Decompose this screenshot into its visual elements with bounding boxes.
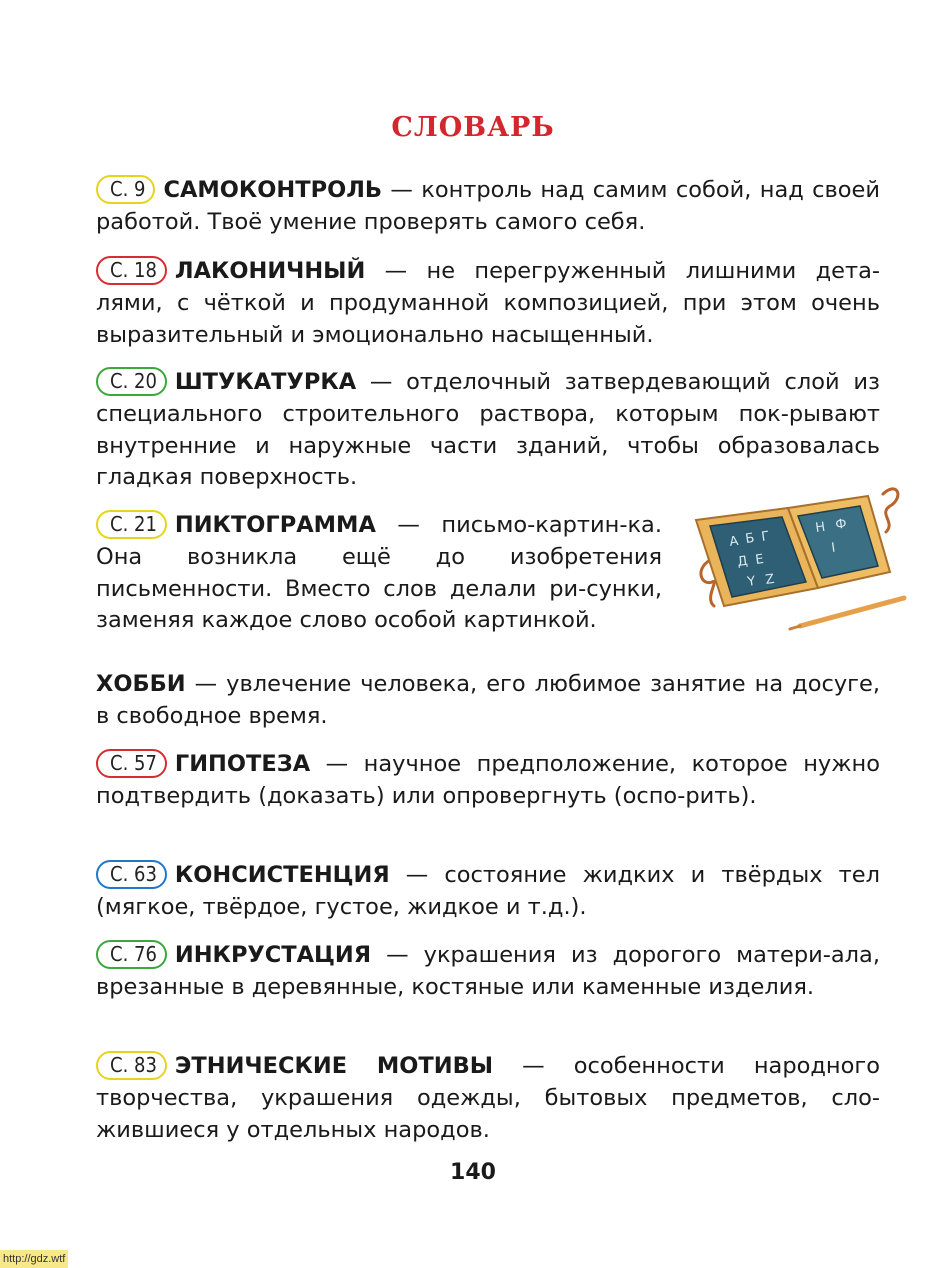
page-ref-badge: С. 18: [96, 256, 167, 285]
term: ПИКТОГРАММА: [174, 512, 376, 538]
slate-letter: Y: [746, 574, 757, 590]
slate-letter: Г: [760, 529, 771, 545]
slate-letter: Б: [744, 530, 756, 547]
page-ref-badge: С. 20: [96, 367, 167, 396]
definition: — не перегруженный лишними дета-лями, с чёткой и продуманной композицией, при этом очень выразительный и эмоционально насыщенный.: [96, 258, 880, 348]
term: ШТУКАТУРКА: [174, 369, 357, 395]
term: ГИПОТЕЗА: [174, 751, 311, 777]
slate-letter: Z: [764, 571, 776, 588]
definition: — состояние жидких и твёрдых тел (мягкое, твёрдое, густое, жидкое и т.д.).: [96, 862, 880, 920]
page-number: 140: [450, 1160, 496, 1185]
entry-etnicheskie-motivy: [96, 1051, 880, 1146]
term: ХОББИ: [96, 671, 186, 697]
entry-hobbi: [96, 669, 880, 733]
page-title: СЛОВАРЬ: [391, 112, 555, 143]
term: ЭТНИЧЕСКИЕ МОТИВЫ: [174, 1053, 494, 1079]
watermark-link[interactable]: http://gdz.wtf: [0, 1250, 68, 1268]
definition: — отделочный затвердевающий слой из специального строительного раствора, которым пок-рывают внутренние и наружные части зданий, чтобы образовалась гладкая поверхность.: [96, 369, 880, 491]
slate-letter: I: [830, 540, 837, 556]
definition: — особенности народного творчества, украшения одежды, бытовых предметов, сло-жившиеся у отдельных народов.: [96, 1053, 880, 1143]
page-ref-badge: С. 76: [96, 940, 167, 969]
term: ЛАКОНИЧНЫЙ: [174, 258, 366, 284]
entry-konsistenciya: [96, 860, 880, 924]
definition: — научное предположение, которое нужно подтвердить (доказать) или опровергнуть (оспо-рить).: [96, 751, 880, 809]
slate-letter: Е: [754, 551, 765, 568]
term: КОНСИСТЕНЦИЯ: [174, 862, 390, 888]
page-ref-badge: С. 57: [96, 749, 167, 778]
page-ref-badge: С. 63: [96, 860, 167, 889]
slate-letter: Д: [736, 553, 749, 570]
entry-piktogramma: [96, 510, 662, 637]
entry-gipoteza: [96, 749, 880, 813]
term: ИНКРУСТАЦИЯ: [174, 942, 372, 968]
page-ref-badge: С. 21: [96, 510, 167, 539]
entry-samokontrol: [96, 175, 880, 239]
entry-lakonichny: [96, 256, 880, 351]
term: САМОКОНТРОЛЬ: [163, 177, 383, 203]
page-ref-badge: С. 9: [96, 175, 155, 204]
definition: — украшения из дорогого матери-ала, врезанные в деревянные, костяные или каменные изделия.: [96, 942, 880, 1000]
definition: — увлечение человека, его любимое занятие на досуге, в свободное время.: [96, 671, 880, 729]
writing-slate-illustration: [690, 476, 920, 656]
page-ref-badge: С. 83: [96, 1051, 167, 1080]
definition: — контроль над самим собой, над своей работой. Твоё умение проверять самого себя.: [96, 177, 880, 235]
slate-letter: А: [728, 533, 740, 550]
entry-inkrustaciya: [96, 940, 880, 1004]
definition: — письмо-картин-ка. Она возникла ещё до изобретения письменности. Вместо слов делали ри-сунки, заменяя каждое слово особой картинкой.: [96, 512, 662, 634]
slate-letter: Н: [814, 519, 827, 536]
slate-letter: Ф: [834, 516, 848, 533]
